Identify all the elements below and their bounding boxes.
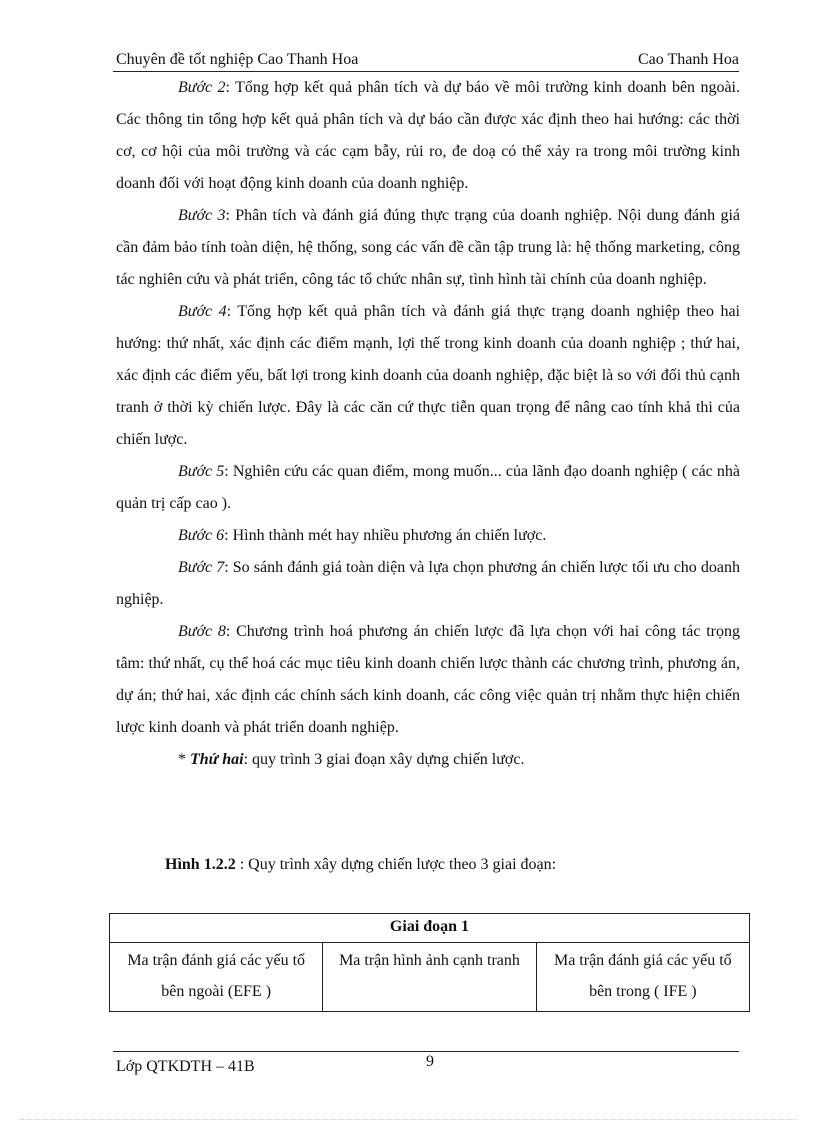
step-text: : Nghiên cứu các quan điểm, mong muốn... của lãnh đạo doanh nghiệp ( các nhà quản trị cấp cao ). (116, 463, 741, 512)
step-label: Bước 2 (178, 79, 226, 96)
step-text: : Tổng hợp kết quả phân tích và đánh giá thực trạng doanh nghiệp theo hai hướng: thứ nhất, xác định các điểm mạnh, lợi thế trong kinh doanh của doanh nghiệp ; thứ hai, xác định các điểm yếu, bất lợi trong kinh doanh của doanh nghiệp, đặc biệt là so với đối thủ cạnh tranh ở thời kỳ chiến lược. Đây là các căn cứ thực tiễn quan trọng để nâng cao tính khả thi của chiến lược. (116, 303, 741, 448)
header-title: Chuyên đề tốt nghiệp Cao Thanh Hoa (116, 51, 359, 68)
page-footer (113, 1051, 739, 1082)
step-paragraph (116, 296, 740, 456)
second-process-label: Thứ hai (190, 751, 244, 768)
step-paragraph (116, 200, 740, 296)
step-text: : Tổng hợp kết quả phân tích và dự báo về môi trường kinh doanh bên ngoài. Các thông tin tổng hợp kết quả phân tích và dự báo cần được xác định theo hai hướng: các thời cơ, cơ hội của môi trường và các cạm bẫy, rủi ro, đe doạ có thể xảy ra trong môi trường kinh doanh đối với hoạt động kinh doanh của doanh nghiệp. (116, 79, 741, 192)
phase-table (109, 913, 750, 1012)
step-label: Bước 6 (178, 527, 225, 544)
step-label: Bước 7 (178, 559, 225, 576)
step-label: Bước 3 (178, 207, 226, 224)
table-row (110, 943, 750, 1012)
step-label: Bước 8 (178, 623, 226, 640)
second-process-text: : quy trình 3 giai đoạn xây dựng chiến lược. (243, 751, 525, 768)
page-header (113, 49, 739, 72)
phase-title: Giai đoạn 1 (110, 914, 750, 943)
page-edge-divider (20, 1119, 796, 1120)
step-paragraph (116, 616, 740, 744)
step-paragraph (116, 72, 740, 200)
step-text: : Chương trình hoá phương án chiến lược đã lựa chọn với hai công tác trọng tâm: thứ nhất, cụ thể hoá các mục tiêu kinh doanh chiến lược thành các chương trình, phương án, dự án; thứ hai, xác định các chính sách kinh doanh, các công việc quản trị nhằm thực hiện chiến lược kinh doanh và phát triển doanh nghiệp. (116, 623, 741, 736)
figure-caption (165, 854, 745, 876)
table-cell-competitive: Ma trận hình ảnh cạnh tranh (323, 943, 536, 1012)
step-text: : Hình thành mét hay nhiều phương án chiến lược. (224, 527, 547, 544)
figure-text: : Quy trình xây dựng chiến lược theo 3 giai đoạn: (235, 856, 557, 873)
step-paragraph (116, 520, 740, 552)
step-label: Bước 5 (178, 463, 225, 480)
table-cell-efe: Ma trận đánh giá các yếu tố bên ngoài (EFE ) (110, 943, 323, 1012)
step-text: : So sánh đánh giá toàn diện và lựa chọn phương án chiến lược tối ưu cho doanh nghiệp. (116, 559, 740, 608)
page-number: 9 (426, 1053, 434, 1070)
step-text: : Phân tích và đánh giá đúng thực trạng của doanh nghiệp. Nội dung đánh giá cần đảm bảo tính toàn diện, hệ thống, song các vấn đề cần tập trung là: hệ thống marketing, công tác nghiên cứu và phát triển, công tác tổ chức nhân sự, tình hình tài chính của doanh nghiệp. (116, 207, 741, 288)
header-author: Cao Thanh Hoa (637, 51, 739, 68)
bullet-marker: * (178, 751, 190, 768)
figure-label: Hình 1.2.2 (165, 856, 236, 873)
table-header-row (110, 914, 750, 943)
table-cell-ife: Ma trận đánh giá các yếu tố bên trong ( IFE ) (536, 943, 749, 1012)
body-text (116, 72, 740, 776)
step-paragraph (116, 552, 740, 616)
step-label: Bước 4 (178, 303, 227, 320)
second-process-paragraph (116, 744, 740, 776)
footer-class: Lớp QTKDTH – 41B (116, 1058, 255, 1075)
step-paragraph (116, 456, 740, 520)
